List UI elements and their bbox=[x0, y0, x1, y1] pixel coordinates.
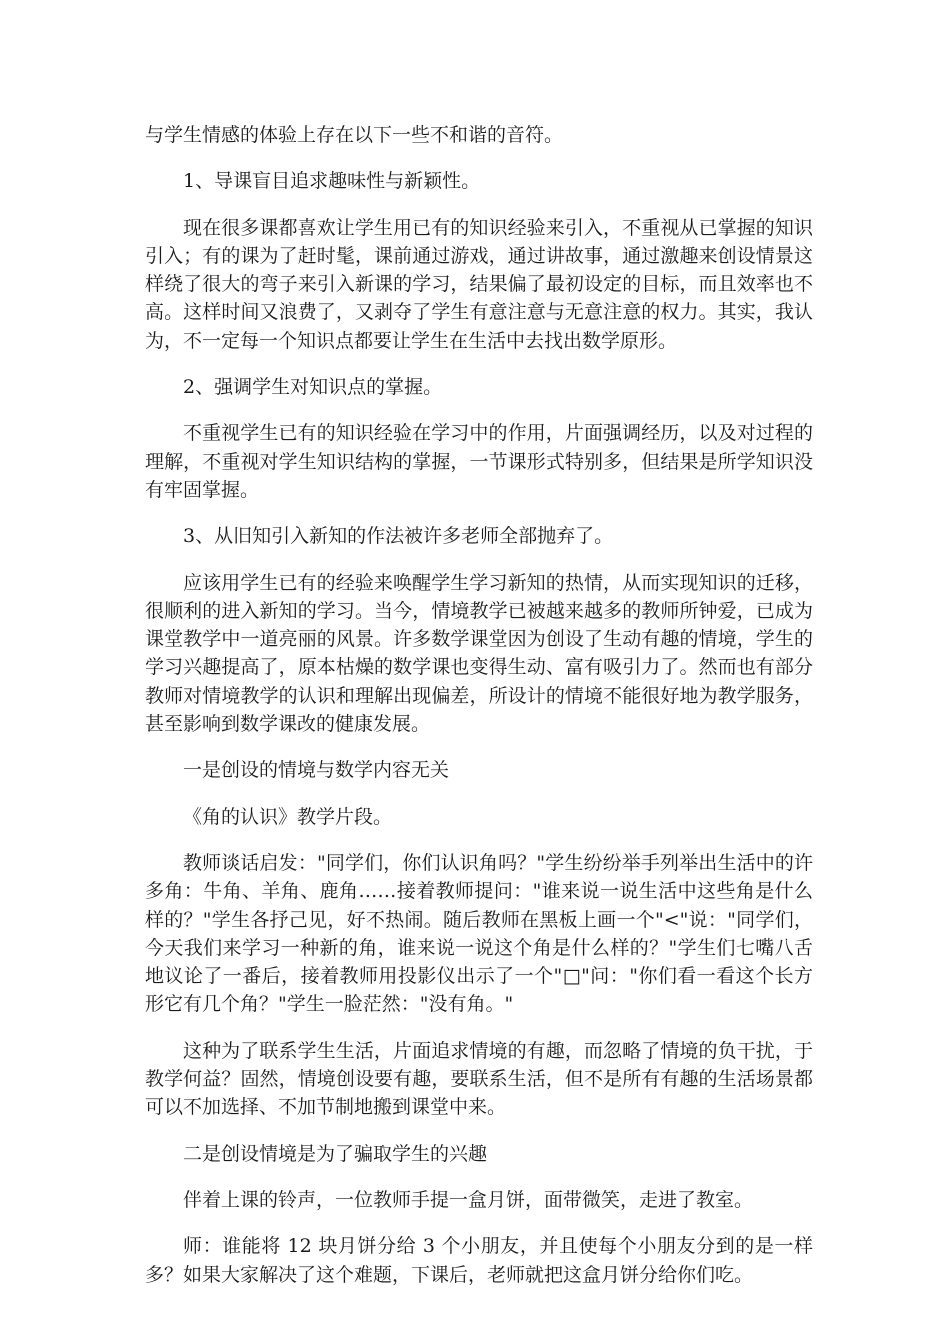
paragraph: 与学生情感的体验上存在以下一些不和谐的音符。 bbox=[145, 124, 564, 146]
section-heading: 一是创设的情境与数学内容无关 bbox=[183, 759, 450, 782]
paragraph: 教师谈话启发："同学们，你们认识角吗？"学生纷纷举手列举出生活中的许多角：牛角、羊角、鹿角……接着教师提问："谁来说一说生活中这些角是什么样的？"学生各抒己见，好不热闹。随后教师在黑板上画一个"<"说："同学们，今天我们来学习一种新的角，谁来说一说这个角是什么样的？"学生们七嘴八舌地议论了一番后，接着教师用投影仪出示了一个"□"问："你们看一看这个长方形它有几个角？"学生一脸茫然："没有角。" bbox=[145, 851, 813, 1016]
list-heading: 3、从旧知引入新知的作法被许多老师全部抛弃了。 bbox=[183, 525, 614, 548]
section-heading: 二是创设情境是为了骗取学生的兴趣 bbox=[183, 1142, 488, 1165]
paragraph: 应该用学生已有的经验来唤醒学生学习新知的热情，从而实现知识的迁移，很顺利的进入新知的学习。当今，情境教学已被越来越多的教师所钟爱，已成为课堂教学中一道亮丽的风景。许多数学课堂因为创设了生动有趣的情境，学生的学习兴趣提高了，原本枯燥的数学课也变得生动、富有吸引力了。然而也有部分教师对情境教学的认识和理解出现偏差，所设计的情境不能很好地为教学服务，甚至影响到数学课改的健康发展。 bbox=[145, 571, 813, 736]
section-heading: 《角的认识》教学片段。 bbox=[183, 805, 393, 828]
paragraph: 现在很多课都喜欢让学生用已有的知识经验来引入，不重视从已掌握的知识引入；有的课为了赶时髦，课前通过游戏，通过讲故事，通过激趣来创设情景这样绕了很大的弯子来引入新课的学习，结果偏了最初设定的目标，而且效率也不高。这样时间又浪费了，又剥夺了学生有意注意与无意注意的权力。其实，我认为，不一定每一个知识点都要让学生在生活中去找出数学原形。 bbox=[145, 216, 813, 352]
document-body bbox=[145, 121, 813, 1307]
list-heading: 1、导课盲目追求趣味性与新颖性。 bbox=[183, 170, 481, 193]
list-heading: 2、强调学生对知识点的掌握。 bbox=[183, 376, 443, 399]
paragraph: 不重视学生已有的知识经验在学习中的作用，片面强调经历，以及对过程的理解，不重视对学生知识结构的掌握，一节课形式特别多，但结果是所学知识没有牢固掌握。 bbox=[145, 422, 813, 501]
paragraph: 师：谁能将 12 块月饼分给 3 个小朋友，并且使每个小朋友分到的是一样多？如果大家解决了这个难题，下课后，老师就把这盒月饼分给你们吃。 bbox=[145, 1235, 813, 1286]
paragraph: 这种为了联系学生生活，片面追求情境的有趣，而忽略了情境的负干扰，于教学何益？固然，情境创设要有趣，要联系生活，但不是所有有趣的生活场景都可以不加选择、不加节制地搬到课堂中来。 bbox=[145, 1039, 813, 1119]
paragraph: 伴着上课的铃声，一位教师手提一盒月饼，面带微笑，走进了教室。 bbox=[183, 1188, 754, 1211]
